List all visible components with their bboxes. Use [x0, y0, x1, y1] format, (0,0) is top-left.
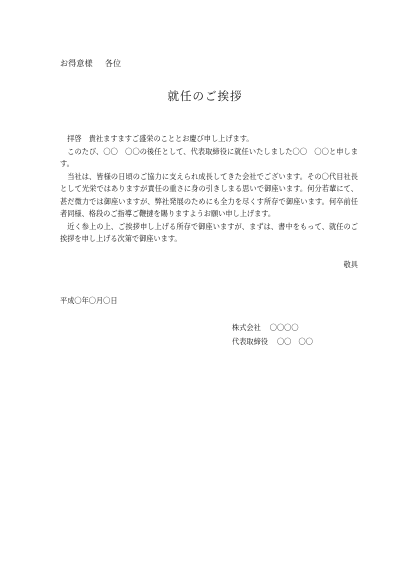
- letter-date: 平成〇年〇月〇日: [60, 296, 118, 305]
- recipient-suffix: 各位: [104, 59, 122, 68]
- body-paragraph: 拝啓 貴社ますますご盛栄のこととお慶び申し上げます。: [67, 134, 254, 143]
- sender-person-row: [232, 335, 313, 349]
- letter-body: [60, 133, 358, 246]
- sender-block: [232, 321, 313, 349]
- sender-name: 〇〇 〇〇: [276, 337, 313, 346]
- sender-company-name: 〇〇〇〇: [269, 323, 299, 332]
- sender-company-label: 株式会社: [232, 323, 261, 332]
- recipient-label: お得意様: [60, 59, 93, 68]
- body-paragraph: 近く参上の上、ご挨拶申し上げる所存で御座いますが、まずは、書中をもって、就任のご挨拶を申し上げる次第で御座います。: [60, 221, 358, 243]
- body-paragraph: 当社は、皆様の日頃のご協力に支えられ成長してきた会社でございます。その〇代目社長として光栄ではありますが責任の重さに身の引きしまる思いで御座います。何分若輩にて、甚だ微力では御座いますが、弊社発展のためにも全力を尽くす所存で御座います。何卒前任者同様、格段のご指導ご鞭撻を賜りますようお願い申し上げます。: [60, 171, 358, 218]
- body-paragraph: このたび、〇〇 〇〇の後任として、代表取締役に就任いたしました〇〇 〇〇と申します。: [60, 146, 358, 168]
- sender-role: 代表取締役: [232, 337, 268, 346]
- recipient-line: [60, 58, 121, 69]
- letter-title: 就任のご挨拶: [167, 89, 243, 103]
- sender-company-row: [232, 321, 313, 335]
- closing-word: 敬具: [343, 260, 358, 269]
